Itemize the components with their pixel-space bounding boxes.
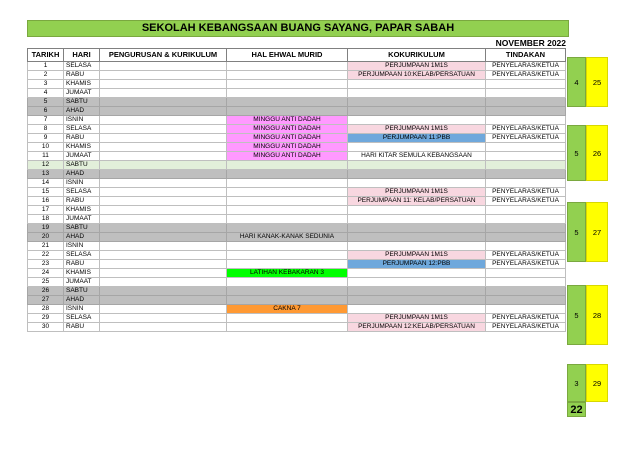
- cell-pengurusan: [100, 143, 227, 152]
- cell-tarikh: 16: [28, 197, 64, 206]
- calendar-row: [28, 296, 566, 305]
- cell-tindakan: [486, 305, 566, 314]
- cell-tarikh: 24: [28, 269, 64, 278]
- cell-hari: JUMAAT: [64, 215, 100, 224]
- cell-hari: SABTU: [64, 98, 100, 107]
- cell-hari: SELASA: [64, 125, 100, 134]
- cell-kokurikulum: PERJUMPAAN 12:KELAB/PERSATUAN: [348, 323, 486, 332]
- cell-tarikh: 18: [28, 215, 64, 224]
- cell-tarikh: 3: [28, 80, 64, 89]
- cell-pengurusan: [100, 80, 227, 89]
- cell-pengurusan: [100, 152, 227, 161]
- calendar-row: [28, 215, 566, 224]
- calendar-body: [28, 62, 566, 332]
- cell-tarikh: 20: [28, 233, 64, 242]
- week-number: 27: [586, 202, 608, 262]
- cell-hari: JUMAAT: [64, 278, 100, 287]
- cell-pengurusan: [100, 233, 227, 242]
- cell-tarikh: 17: [28, 206, 64, 215]
- week-days-count: 5: [567, 125, 586, 181]
- cell-tarikh: 28: [28, 305, 64, 314]
- calendar-row: [28, 80, 566, 89]
- cell-hari: SELASA: [64, 188, 100, 197]
- calendar-row: [28, 314, 566, 323]
- cell-tindakan: [486, 296, 566, 305]
- cell-hari: ISNIN: [64, 242, 100, 251]
- cell-hem: [227, 206, 348, 215]
- cell-hari: ISNIN: [64, 179, 100, 188]
- cell-kokurikulum: [348, 143, 486, 152]
- cell-hari: ISNIN: [64, 116, 100, 125]
- week-days-count: 4: [567, 57, 586, 107]
- cell-tarikh: 25: [28, 278, 64, 287]
- cell-tarikh: 9: [28, 134, 64, 143]
- cell-kokurikulum: [348, 179, 486, 188]
- cell-hari: AHAD: [64, 107, 100, 116]
- cell-tindakan: [486, 170, 566, 179]
- cell-tindakan: PENYELARAS/KETUA: [486, 260, 566, 269]
- cell-hari: RABU: [64, 197, 100, 206]
- week-days-count: 5: [567, 202, 586, 262]
- week-days-count: 5: [567, 285, 586, 345]
- cell-tarikh: 6: [28, 107, 64, 116]
- cell-tindakan: [486, 287, 566, 296]
- cell-kokurikulum: PERJUMPAAN 12:PBB: [348, 260, 486, 269]
- header-kokurikulum: KOKURIKULUM: [348, 49, 486, 62]
- cell-kokurikulum: [348, 170, 486, 179]
- cell-hem: [227, 170, 348, 179]
- calendar-table: [27, 48, 566, 332]
- cell-hari: JUMAAT: [64, 89, 100, 98]
- calendar-row: [28, 116, 566, 125]
- cell-hari: AHAD: [64, 170, 100, 179]
- month-label: NOVEMBER 2022: [495, 38, 566, 48]
- cell-pengurusan: [100, 278, 227, 287]
- cell-pengurusan: [100, 116, 227, 125]
- calendar-row: [28, 242, 566, 251]
- cell-tarikh: 5: [28, 98, 64, 107]
- cell-pengurusan: [100, 215, 227, 224]
- cell-hem: MINGGU ANTI DADAH: [227, 134, 348, 143]
- cell-tindakan: PENYELARAS/KETUA: [486, 188, 566, 197]
- cell-kokurikulum: [348, 242, 486, 251]
- cell-tarikh: 10: [28, 143, 64, 152]
- calendar-row: [28, 224, 566, 233]
- cell-pengurusan: [100, 125, 227, 134]
- cell-hem: [227, 80, 348, 89]
- header-row: [28, 49, 566, 62]
- cell-tindakan: [486, 80, 566, 89]
- cell-tarikh: 13: [28, 170, 64, 179]
- cell-tarikh: 14: [28, 179, 64, 188]
- cell-tindakan: [486, 278, 566, 287]
- calendar-row: [28, 233, 566, 242]
- cell-tarikh: 26: [28, 287, 64, 296]
- school-title-banner: SEKOLAH KEBANGSAAN BUANG SAYANG, PAPAR SABAH: [27, 20, 569, 37]
- cell-hari: KHAMIS: [64, 269, 100, 278]
- cell-hem: MINGGU ANTI DADAH: [227, 143, 348, 152]
- cell-hem: [227, 287, 348, 296]
- cell-tindakan: PENYELARAS/KETUA: [486, 125, 566, 134]
- cell-hem: [227, 71, 348, 80]
- cell-kokurikulum: [348, 215, 486, 224]
- cell-hari: RABU: [64, 134, 100, 143]
- calendar-row: [28, 287, 566, 296]
- cell-hem: LATIHAN KEBAKARAN 3: [227, 269, 348, 278]
- cell-hem: [227, 296, 348, 305]
- header-tarikh: TARIKH: [28, 49, 64, 62]
- cell-kokurikulum: [348, 233, 486, 242]
- cell-tindakan: [486, 161, 566, 170]
- cell-tindakan: PENYELARAS/KETUA: [486, 323, 566, 332]
- cell-kokurikulum: [348, 287, 486, 296]
- cell-tarikh: 19: [28, 224, 64, 233]
- cell-tindakan: [486, 152, 566, 161]
- cell-pengurusan: [100, 71, 227, 80]
- week-number: 26: [586, 125, 608, 181]
- cell-tindakan: [486, 242, 566, 251]
- cell-tindakan: [486, 269, 566, 278]
- cell-hem: [227, 161, 348, 170]
- cell-pengurusan: [100, 242, 227, 251]
- cell-tarikh: 12: [28, 161, 64, 170]
- cell-hem: [227, 188, 348, 197]
- cell-hem: [227, 242, 348, 251]
- cell-hari: SABTU: [64, 224, 100, 233]
- cell-hem: [227, 62, 348, 71]
- cell-pengurusan: [100, 251, 227, 260]
- calendar-row: [28, 179, 566, 188]
- cell-hari: SELASA: [64, 314, 100, 323]
- header-tindakan: TINDAKAN: [486, 49, 566, 62]
- cell-pengurusan: [100, 134, 227, 143]
- calendar-row: [28, 206, 566, 215]
- week-number: 25: [586, 57, 608, 107]
- calendar-row: [28, 305, 566, 314]
- cell-hari: RABU: [64, 260, 100, 269]
- cell-kokurikulum: [348, 89, 486, 98]
- cell-hari: SELASA: [64, 251, 100, 260]
- cell-kokurikulum: [348, 305, 486, 314]
- cell-pengurusan: [100, 260, 227, 269]
- cell-tindakan: PENYELARAS/KETUA: [486, 197, 566, 206]
- calendar-row: [28, 107, 566, 116]
- cell-pengurusan: [100, 107, 227, 116]
- calendar-row: [28, 170, 566, 179]
- header-hari: HARI: [64, 49, 100, 62]
- cell-hari: RABU: [64, 323, 100, 332]
- cell-tarikh: 1: [28, 62, 64, 71]
- cell-hem: [227, 323, 348, 332]
- calendar-row: [28, 251, 566, 260]
- cell-pengurusan: [100, 62, 227, 71]
- calendar-row: [28, 269, 566, 278]
- cell-hari: AHAD: [64, 233, 100, 242]
- cell-tindakan: [486, 116, 566, 125]
- cell-tarikh: 4: [28, 89, 64, 98]
- cell-kokurikulum: [348, 296, 486, 305]
- cell-kokurikulum: [348, 224, 486, 233]
- cell-kokurikulum: [348, 80, 486, 89]
- cell-kokurikulum: PERJUMPAAN 1M1S: [348, 125, 486, 134]
- cell-pengurusan: [100, 314, 227, 323]
- cell-tarikh: 11: [28, 152, 64, 161]
- cell-tindakan: PENYELARAS/KETUA: [486, 134, 566, 143]
- header-pengurusan: PENGURUSAN & KURIKULUM: [100, 49, 227, 62]
- cell-tarikh: 30: [28, 323, 64, 332]
- cell-tindakan: [486, 143, 566, 152]
- cell-hem: [227, 107, 348, 116]
- cell-kokurikulum: [348, 98, 486, 107]
- calendar-row: [28, 260, 566, 269]
- header-hem: HAL EHWAL MURID: [227, 49, 348, 62]
- calendar-row: [28, 125, 566, 134]
- cell-kokurikulum: PERJUMPAAN 10:KELAB/PERSATUAN: [348, 71, 486, 80]
- cell-hem: [227, 98, 348, 107]
- cell-hem: MINGGU ANTI DADAH: [227, 125, 348, 134]
- cell-kokurikulum: [348, 107, 486, 116]
- cell-hem: [227, 314, 348, 323]
- calendar-row: [28, 143, 566, 152]
- cell-kokurikulum: HARI KITAR SEMULA KEBANGSAAN: [348, 152, 486, 161]
- cell-kokurikulum: [348, 269, 486, 278]
- cell-hari: JUMAAT: [64, 152, 100, 161]
- cell-kokurikulum: [348, 278, 486, 287]
- cell-pengurusan: [100, 170, 227, 179]
- cell-pengurusan: [100, 296, 227, 305]
- cell-hem: MINGGU ANTI DADAH: [227, 116, 348, 125]
- cell-tarikh: 7: [28, 116, 64, 125]
- cell-tindakan: [486, 215, 566, 224]
- cell-pengurusan: [100, 161, 227, 170]
- cell-pengurusan: [100, 179, 227, 188]
- calendar-row: [28, 161, 566, 170]
- cell-tarikh: 27: [28, 296, 64, 305]
- cell-hem: [227, 197, 348, 206]
- calendar-row: [28, 98, 566, 107]
- calendar-row: [28, 89, 566, 98]
- cell-tindakan: [486, 224, 566, 233]
- cell-tarikh: 23: [28, 260, 64, 269]
- cell-pengurusan: [100, 224, 227, 233]
- cell-kokurikulum: PERJUMPAAN 11:PBB: [348, 134, 486, 143]
- cell-hari: ISNIN: [64, 305, 100, 314]
- week-number: 29: [586, 364, 608, 402]
- cell-kokurikulum: [348, 161, 486, 170]
- cell-hem: HARI KANAK-KANAK SEDUNIA: [227, 233, 348, 242]
- cell-kokurikulum: PERJUMPAAN 11: KELAB/PERSATUAN: [348, 197, 486, 206]
- week-days-count: 3: [567, 364, 586, 402]
- calendar-row: [28, 197, 566, 206]
- cell-pengurusan: [100, 197, 227, 206]
- cell-hari: SABTU: [64, 287, 100, 296]
- cell-tarikh: 15: [28, 188, 64, 197]
- cell-pengurusan: [100, 323, 227, 332]
- cell-kokurikulum: [348, 206, 486, 215]
- cell-hem: MINGGU ANTI DADAH: [227, 152, 348, 161]
- cell-tindakan: PENYELARAS/KETUA: [486, 71, 566, 80]
- cell-hem: [227, 251, 348, 260]
- cell-pengurusan: [100, 269, 227, 278]
- cell-tindakan: [486, 233, 566, 242]
- cell-pengurusan: [100, 287, 227, 296]
- cell-kokurikulum: PERJUMPAAN 1M1S: [348, 188, 486, 197]
- cell-hem: [227, 224, 348, 233]
- calendar-row: [28, 323, 566, 332]
- cell-pengurusan: [100, 188, 227, 197]
- total-days: 22: [567, 402, 586, 417]
- cell-tindakan: PENYELARAS/KETUA: [486, 314, 566, 323]
- cell-tarikh: 29: [28, 314, 64, 323]
- cell-hem: [227, 215, 348, 224]
- calendar-row: [28, 71, 566, 80]
- cell-tindakan: [486, 107, 566, 116]
- cell-kokurikulum: PERJUMPAAN 1M1S: [348, 62, 486, 71]
- cell-pengurusan: [100, 98, 227, 107]
- cell-tindakan: [486, 179, 566, 188]
- cell-hari: KHAMIS: [64, 206, 100, 215]
- calendar-row: [28, 188, 566, 197]
- cell-tindakan: [486, 98, 566, 107]
- cell-hem: [227, 278, 348, 287]
- cell-pengurusan: [100, 89, 227, 98]
- cell-tindakan: [486, 89, 566, 98]
- cell-hari: KHAMIS: [64, 143, 100, 152]
- cell-pengurusan: [100, 206, 227, 215]
- cell-hem: CAKNA 7: [227, 305, 348, 314]
- cell-hari: AHAD: [64, 296, 100, 305]
- cell-hem: [227, 179, 348, 188]
- week-number: 28: [586, 285, 608, 345]
- cell-tarikh: 21: [28, 242, 64, 251]
- cell-hari: KHAMIS: [64, 80, 100, 89]
- cell-tindakan: PENYELARAS/KETUA: [486, 62, 566, 71]
- cell-tindakan: [486, 206, 566, 215]
- cell-hari: SABTU: [64, 161, 100, 170]
- cell-pengurusan: [100, 305, 227, 314]
- cell-tarikh: 8: [28, 125, 64, 134]
- cell-hem: [227, 89, 348, 98]
- cell-hem: [227, 260, 348, 269]
- cell-kokurikulum: [348, 116, 486, 125]
- cell-hari: RABU: [64, 71, 100, 80]
- cell-hari: SELASA: [64, 62, 100, 71]
- cell-kokurikulum: PERJUMPAAN 1M1S: [348, 314, 486, 323]
- calendar-row: [28, 278, 566, 287]
- cell-kokurikulum: PERJUMPAAN 1M1S: [348, 251, 486, 260]
- cell-tindakan: PENYELARAS/KETUA: [486, 251, 566, 260]
- calendar-row: [28, 134, 566, 143]
- calendar-row: [28, 62, 566, 71]
- cell-tarikh: 22: [28, 251, 64, 260]
- calendar-row: [28, 152, 566, 161]
- cell-tarikh: 2: [28, 71, 64, 80]
